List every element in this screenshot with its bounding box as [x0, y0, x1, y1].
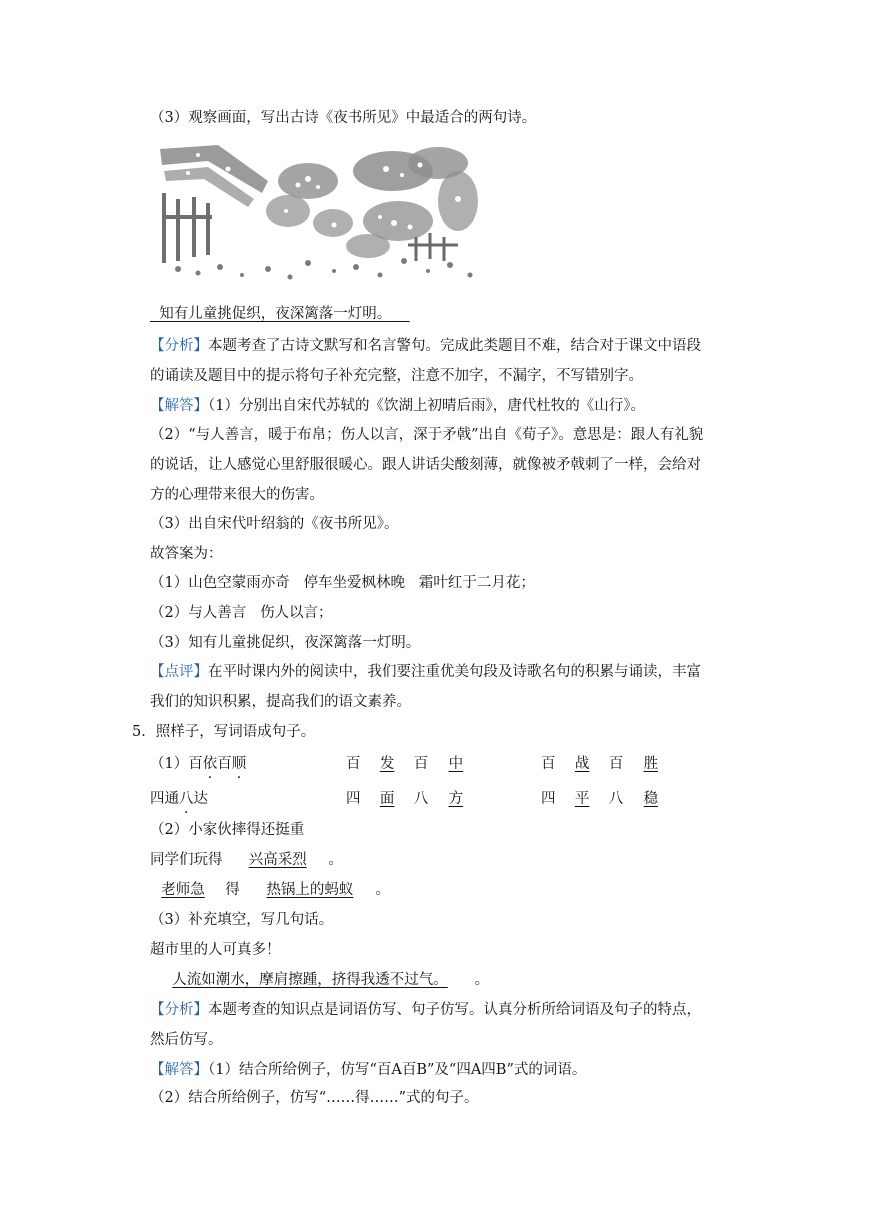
solution-1-line-4: 方的心理带来很大的伤害。: [150, 487, 324, 503]
question-3-prompt: （3）观察画面，写出古诗《夜书所见》中最适合的两句诗。: [150, 110, 537, 126]
question-5-title: 5．照样子，写词语成句子。: [132, 724, 316, 740]
solution-tag: 【解答】: [150, 398, 208, 414]
solution-1-line-6: 故答案为：: [150, 546, 223, 562]
solution-1-line-1: 【解答】（1）分别出自宋代苏轼的《饮湖上初晴后雨》，唐代杜牧的《山行》。: [150, 398, 645, 414]
part-3-label: （3）补充填空，写几句话。: [150, 912, 334, 928]
solution-1-line-7: （1）山色空蒙雨亦奇 停车坐爱枫林晚 霜叶红于二月花；: [150, 575, 535, 591]
solution-1-line-2: （2）“与人善言，暖于布帛；伤人以言，深于矛戟”出自《荀子》。意思是：跟人有礼貌: [150, 427, 704, 443]
analysis-tag: 【分析】: [150, 1002, 208, 1018]
analysis-tag: 【分析】: [150, 338, 208, 354]
analysis-1-line-1: 【分析】本题考查了古诗文默写和名言警句。完成此类题目不难，结合对于课文中语段: [150, 338, 701, 354]
solution-tag: 【解答】: [150, 1062, 208, 1078]
answer-word-1b: 百 战 百 胜: [541, 756, 659, 772]
part-2-label: （2）小家伙摔得还挺重: [150, 822, 305, 838]
comment-1-line-1: 【点评】在平时课内外的阅读中，我们要注重优美句段及诗歌名句的积累与诵读，丰富: [150, 664, 701, 680]
example-word-1: （1）百依百顺: [150, 756, 247, 772]
example-word-2: 四通八达: [150, 791, 208, 807]
answer-word-1a: 百 发 百 中: [346, 756, 464, 772]
question-3-answer: 知有儿童挑促织，夜深篱落一灯明。: [159, 306, 392, 322]
comment-1-line-2: 我们的知识积累，提高我们的语文素养。: [150, 694, 411, 710]
part-2-line-2: 老师急 得 热锅上的蚂蚁 。: [161, 882, 391, 898]
analysis-2-line-2: 然后仿写。: [150, 1032, 223, 1048]
solution-2-line-1: 【解答】（1）结合所给例子，仿写“百A百B”及“四A四B”式的词语。: [150, 1062, 587, 1078]
winter-village-illustration: [158, 141, 480, 285]
analysis-2-line-1: 【分析】本题考查的知识点是词语仿写、句子仿写。认真分析所给词语及句子的特点，: [150, 1002, 701, 1018]
solution-1-line-5: （3）出自宋代叶绍翁的《夜书所见》。: [150, 516, 399, 532]
part-2-line-1: 同学们玩得 兴高采烈 。: [150, 852, 343, 868]
part-3-answer: 人流如潮水，摩肩擦踵，挤得我透不过气。 。: [172, 972, 490, 988]
solution-2-line-2: （2）结合所给例子，仿写“……得……”式的句子。: [150, 1090, 479, 1106]
part-3-line-1: 超市里的人可真多！: [150, 942, 281, 958]
analysis-1-line-2: 的诵读及题目中的提示将句子补充完整，注意不加字，不漏字，不写错别字。: [150, 368, 643, 384]
comment-tag: 【点评】: [150, 664, 208, 680]
answer-word-2b: 四 平 八 稳: [541, 791, 659, 807]
solution-1-line-9: （3）知有儿童挑促织，夜深篱落一灯明。: [150, 635, 421, 651]
solution-1-line-8: （2）与人善言 伤人以言；: [150, 605, 333, 621]
answer-word-2a: 四 面 八 方: [346, 791, 464, 807]
solution-1-line-3: 的说话，让人感觉心里舒服很暖心。跟人讲话尖酸刻薄，就像被矛戟刺了一样，会给对: [150, 457, 701, 473]
